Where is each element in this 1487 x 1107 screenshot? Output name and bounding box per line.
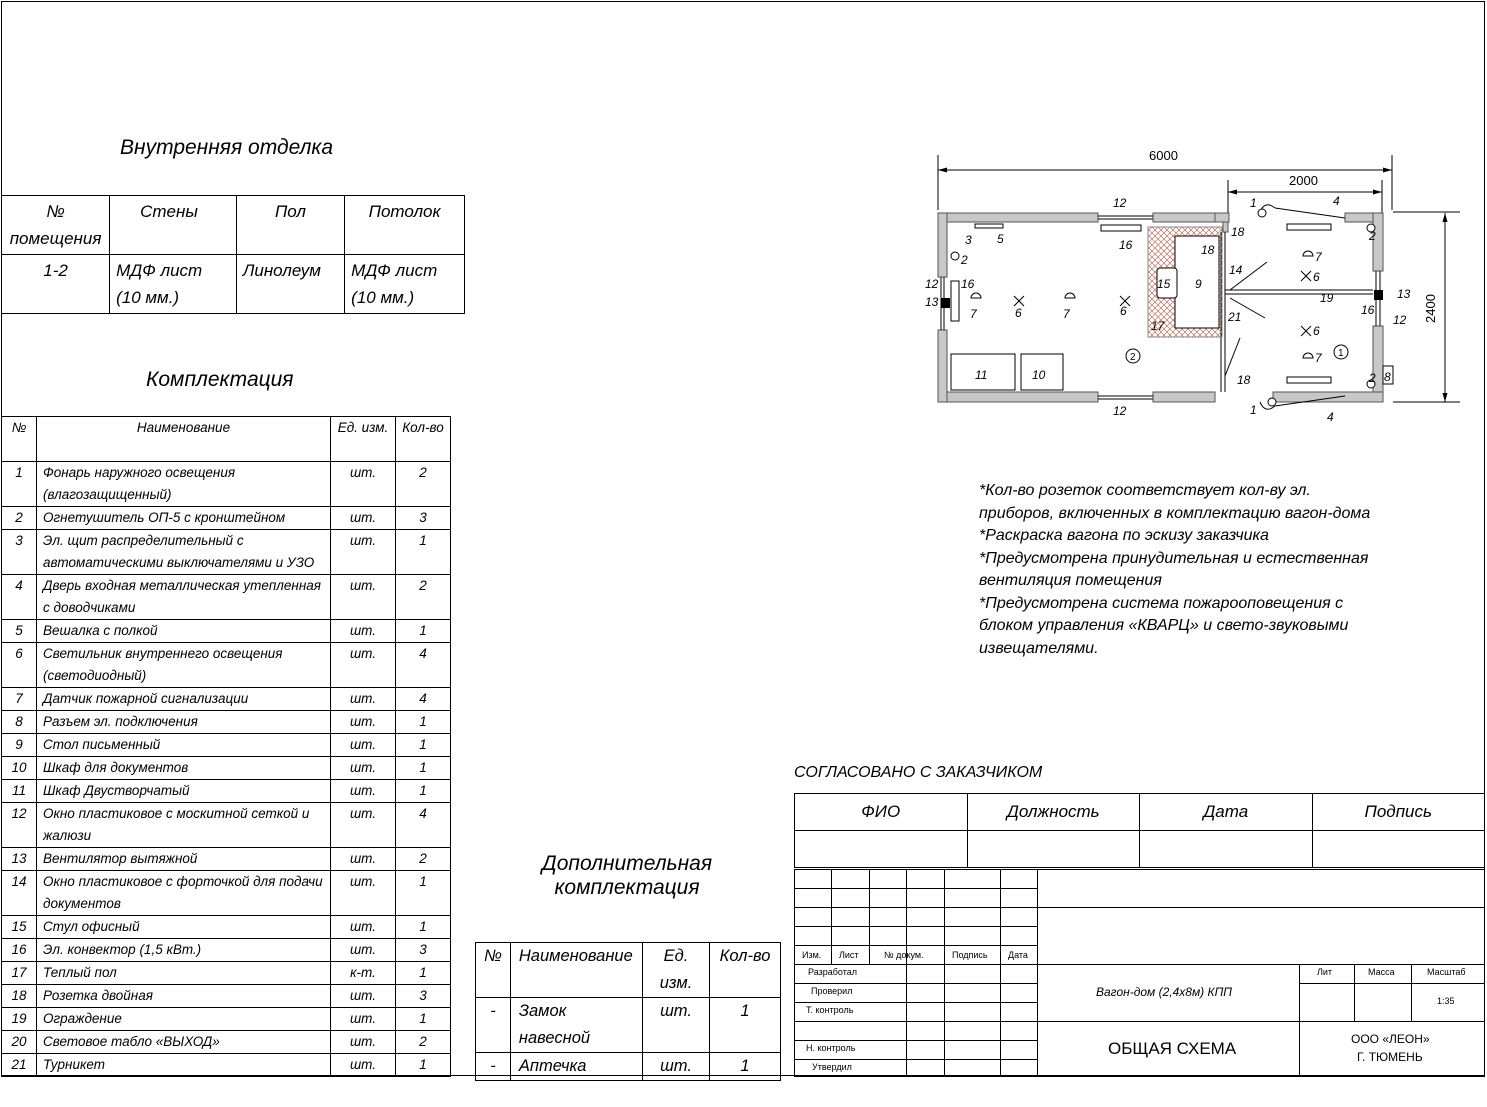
- stamp-role: Т. контроль: [806, 1005, 854, 1015]
- equipment-cell-n: 14: [2, 871, 37, 916]
- svg-text:2: 2: [1369, 371, 1376, 385]
- approval-header: Дата: [1140, 794, 1313, 831]
- equipment-cell-name: Эл. конвектор (1,5 кВт.): [37, 939, 331, 962]
- equipment-cell-qty: 1: [396, 1008, 451, 1031]
- svg-text:13: 13: [1397, 287, 1411, 301]
- equipment-row: [2, 962, 451, 985]
- equipment-row: [2, 530, 451, 575]
- svg-text:17: 17: [1151, 319, 1165, 333]
- stamp-role: Утвердил: [812, 1062, 852, 1072]
- extra-title: [537, 852, 717, 900]
- svg-text:12: 12: [925, 277, 939, 291]
- equipment-row: [2, 643, 451, 688]
- approval-cell: [795, 831, 968, 868]
- svg-text:12: 12: [1113, 404, 1127, 418]
- extra-header: Ед. изм.: [643, 943, 710, 998]
- svg-text:15: 15: [1157, 277, 1171, 291]
- equipment-cell-unit: шт.: [331, 575, 396, 620]
- equipment-cell-qty: 1: [396, 916, 451, 939]
- lit-label: Лит: [1317, 967, 1333, 977]
- approval-header: ФИО: [795, 794, 968, 831]
- stamp-col-label: Лист: [839, 950, 859, 960]
- equipment-cell-qty: 1: [396, 757, 451, 780]
- stamp-col-label: Подпись: [952, 950, 988, 960]
- svg-text:5: 5: [997, 232, 1004, 246]
- equipment-cell-name: Стул офисный: [37, 916, 331, 939]
- equipment-cell-unit: шт.: [331, 871, 396, 916]
- dim-total-label: 6000: [1149, 148, 1178, 163]
- equipment-cell-name: Окно пластиковое с москитной сеткой и жалюзи: [37, 803, 331, 848]
- equipment-cell-name: Шкаф для документов: [37, 757, 331, 780]
- notes-block: [979, 480, 1370, 660]
- dim-part-label: 2000: [1289, 173, 1318, 188]
- equipment-cell-qty: 1: [396, 530, 451, 575]
- room-marker-label: 1: [1338, 348, 1344, 359]
- company-name: ООО «ЛЕОН»: [1351, 1032, 1430, 1046]
- equipment-cell-unit: шт.: [331, 916, 396, 939]
- equipment-row: [2, 803, 451, 848]
- note-line: извещателями.: [979, 639, 1099, 657]
- svg-text:16: 16: [961, 277, 975, 291]
- equipment-header: Кол-во: [396, 417, 451, 462]
- equipment-cell-n: 19: [2, 1008, 37, 1031]
- company-city: Г. ТЮМЕНЬ: [1357, 1050, 1423, 1064]
- equipment-cell-name: Ограждение: [37, 1008, 331, 1031]
- extra-header: Наименование: [510, 943, 642, 998]
- svg-text:12: 12: [1393, 313, 1407, 327]
- equipment-cell-unit: шт.: [331, 688, 396, 711]
- stamp-role: Проверил: [811, 986, 853, 996]
- extinguisher-icon: [951, 252, 959, 260]
- svg-text:10: 10: [1032, 368, 1046, 382]
- svg-text:7: 7: [1315, 250, 1322, 264]
- equipment-row: [2, 1008, 451, 1031]
- svg-text:13: 13: [925, 295, 939, 309]
- equipment-cell-name: Вешалка с полкой: [37, 620, 331, 643]
- outdoor-light-icon: [1258, 209, 1266, 217]
- mass-label: Масса: [1368, 967, 1395, 977]
- equipment-row: [2, 575, 451, 620]
- equipment-cell-qty: 2: [396, 575, 451, 620]
- svg-text:4: 4: [1333, 194, 1340, 208]
- extra-cell: Замок навесной: [510, 998, 642, 1053]
- equipment-row: [2, 780, 451, 803]
- extra-title-line1: Дополнительная: [541, 852, 713, 875]
- scale-label: Масштаб: [1427, 967, 1466, 977]
- outdoor-light-icon: [1268, 398, 1276, 406]
- finish-header: № помещения: [2, 196, 110, 255]
- svg-text:4: 4: [1327, 410, 1334, 424]
- svg-text:6: 6: [1015, 306, 1022, 320]
- equipment-cell-name: Розетка двойная: [37, 985, 331, 1008]
- approval-title: СОГЛАСОВАНО С ЗАКАЗЧИКОМ: [794, 764, 1043, 781]
- equipment-header: Ед. изм.: [331, 417, 396, 462]
- equipment-cell-qty: 3: [396, 985, 451, 1008]
- stamp-col-label: № докум.: [884, 950, 924, 960]
- equipment-cell-qty: 1: [396, 780, 451, 803]
- extra-title-line2: комплектация: [554, 876, 700, 899]
- extra-cell: Аптечка: [510, 1053, 642, 1081]
- note-line: вентиляция помещения: [979, 572, 1162, 589]
- document-title: ОБЩАЯ СХЕМА: [1108, 1039, 1237, 1058]
- svg-text:6: 6: [1313, 324, 1320, 338]
- finish-cell: Линолеум: [236, 255, 344, 314]
- equipment-cell-unit: шт.: [331, 803, 396, 848]
- finish-cell: МДФ лист (10 мм.): [345, 255, 465, 314]
- svg-text:2: 2: [961, 253, 968, 267]
- equipment-cell-name: Светильник внутреннего освещения (светодиодный): [37, 643, 331, 688]
- equipment-row: [2, 871, 451, 916]
- equipment-cell-qty: 3: [396, 939, 451, 962]
- fan-icon: [941, 298, 950, 308]
- equipment-header: №: [2, 417, 37, 462]
- extra-cell: шт.: [643, 1053, 710, 1081]
- equipment-cell-qty: 4: [396, 688, 451, 711]
- equipment-cell-unit: шт.: [331, 530, 396, 575]
- equipment-row: [2, 848, 451, 871]
- svg-text:21: 21: [1228, 310, 1242, 324]
- equipment-cell-qty: 1: [396, 620, 451, 643]
- approval-header: Должность: [967, 794, 1140, 831]
- svg-text:19: 19: [1320, 291, 1334, 305]
- room-marker-label: 2: [1130, 352, 1136, 363]
- equipment-row: [2, 1054, 451, 1077]
- extra-table: [475, 942, 781, 1081]
- stamp-role: Разработал: [808, 967, 857, 977]
- stamp-col-label: Дата: [1008, 950, 1028, 960]
- equipment-cell-unit: шт.: [331, 939, 396, 962]
- equipment-cell-n: 21: [2, 1054, 37, 1077]
- equipment-cell-unit: шт.: [331, 1008, 396, 1031]
- scale-value: 1:35: [1437, 996, 1455, 1006]
- equipment-row: [2, 985, 451, 1008]
- svg-text:11: 11: [975, 368, 988, 382]
- extra-header: Кол-во: [710, 943, 781, 998]
- equipment-cell-qty: 1: [396, 871, 451, 916]
- equipment-row: [2, 916, 451, 939]
- equipment-cell-name: Разъем эл. подключения: [37, 711, 331, 734]
- equipment-cell-qty: 2: [396, 462, 451, 507]
- svg-text:7: 7: [970, 307, 977, 321]
- svg-text:6: 6: [1313, 270, 1320, 284]
- equipment-cell-n: 9: [2, 734, 37, 757]
- equipment-cell-n: 20: [2, 1031, 37, 1054]
- equipment-cell-name: Фонарь наружного освещения (влагозащищенный): [37, 462, 331, 507]
- equipment-cell-unit: шт.: [331, 643, 396, 688]
- svg-text:1: 1: [1250, 196, 1257, 210]
- equipment-cell-n: 11: [2, 780, 37, 803]
- approval-cell: [967, 831, 1140, 868]
- partition: [1221, 232, 1373, 392]
- extra-cell: -: [476, 998, 511, 1053]
- equipment-row: [2, 688, 451, 711]
- equipment-cell-n: 10: [2, 757, 37, 780]
- svg-text:14: 14: [1229, 263, 1243, 277]
- svg-text:3: 3: [965, 233, 972, 247]
- equipment-cell-name: Дверь входная металлическая утепленная с доводчиками: [37, 575, 331, 620]
- equipment-cell-n: 6: [2, 643, 37, 688]
- equipment-cell-unit: шт.: [331, 620, 396, 643]
- equipment-cell-name: Стол письменный: [37, 734, 331, 757]
- equipment-row: [2, 711, 451, 734]
- equipment-cell-name: Окно пластиковое с форточкой для подачи документов: [37, 871, 331, 916]
- equipment-cell-unit: шт.: [331, 757, 396, 780]
- note-line: *Кол-во розеток соответствует кол-ву эл.: [979, 482, 1311, 499]
- equipment-cell-qty: 3: [396, 507, 451, 530]
- svg-text:12: 12: [1113, 196, 1127, 210]
- equipment-row: [2, 734, 451, 757]
- note-line: *Предусмотрена система пожарооповещения с: [979, 594, 1344, 612]
- extra-cell: 1: [710, 998, 781, 1053]
- svg-text:18: 18: [1231, 225, 1245, 239]
- equipment-cell-qty: 1: [396, 734, 451, 757]
- finish-header: Потолок: [345, 196, 465, 255]
- equipment-row: [2, 462, 451, 507]
- svg-text:9: 9: [1195, 277, 1202, 291]
- equipment-row: [2, 620, 451, 643]
- finish-table: [1, 195, 465, 314]
- equipment-cell-n: 15: [2, 916, 37, 939]
- equipment-cell-n: 17: [2, 962, 37, 985]
- svg-text:2: 2: [1369, 229, 1376, 243]
- equipment-cell-qty: 1: [396, 711, 451, 734]
- equipment-cell-qty: 4: [396, 643, 451, 688]
- equipment-cell-unit: шт.: [331, 1031, 396, 1054]
- stamp-role: Н. контроль: [806, 1043, 856, 1053]
- equipment-cell-name: Турникет: [37, 1054, 331, 1077]
- svg-text:16: 16: [1119, 238, 1133, 252]
- finish-header: Пол: [236, 196, 344, 255]
- equipment-cell-name: Шкаф Двустворчатый: [37, 780, 331, 803]
- finish-cell: 1-2: [2, 255, 110, 314]
- equipment-row: [2, 939, 451, 962]
- equipment-cell-name: Теплый пол: [37, 962, 331, 985]
- equipment-cell-unit: к-т.: [331, 962, 396, 985]
- equipment-cell-n: 18: [2, 985, 37, 1008]
- svg-text:18: 18: [1201, 243, 1215, 257]
- equipment-cell-unit: шт.: [331, 780, 396, 803]
- svg-text:18: 18: [1237, 373, 1251, 387]
- dim-width-label: 2400: [1423, 294, 1438, 323]
- equipment-cell-name: Вентилятор вытяжной: [37, 848, 331, 871]
- note-line: приборов, включенных в комплектацию вагон-дома: [979, 504, 1371, 522]
- equipment-cell-n: 5: [2, 620, 37, 643]
- equipment-row: [2, 757, 451, 780]
- equipment-row: [2, 1031, 451, 1054]
- equipment-cell-name: Датчик пожарной сигнализации: [37, 688, 331, 711]
- note-line: *Предусмотрена принудительная и естественная: [979, 549, 1369, 567]
- svg-text:7: 7: [1063, 307, 1070, 321]
- approval-cell: [1312, 831, 1485, 868]
- svg-text:7: 7: [1315, 351, 1322, 365]
- equipment-cell-unit: шт.: [331, 734, 396, 757]
- extra-cell: 1: [710, 1053, 781, 1081]
- equipment-cell-n: 2: [2, 507, 37, 530]
- equipment-cell-unit: шт.: [331, 507, 396, 530]
- equipment-cell-qty: 1: [396, 1054, 451, 1077]
- equipment-cell-n: 16: [2, 939, 37, 962]
- equipment-cell-n: 7: [2, 688, 37, 711]
- equipment-cell-unit: шт.: [331, 985, 396, 1008]
- equipment-cell-n: 3: [2, 530, 37, 575]
- equipment-title: Комплектация: [146, 368, 294, 391]
- product-name: Вагон-дом (2,4х8м) КПП: [1096, 985, 1232, 999]
- finish-cell: МДФ лист (10 мм.): [110, 255, 237, 314]
- equipment-row: [2, 507, 451, 530]
- extra-cell: -: [476, 1053, 511, 1081]
- equipment-cell-name: Огнетушитель ОП-5 с кронштейном: [37, 507, 331, 530]
- equipment-cell-n: 4: [2, 575, 37, 620]
- equipment-cell-qty: 2: [396, 848, 451, 871]
- equipment-cell-name: Световое табло «ВЫХОД»: [37, 1031, 331, 1054]
- finish-header: Стены: [110, 196, 237, 255]
- title-block: [794, 869, 1485, 1077]
- floor-plan: [915, 140, 1475, 440]
- equipment-cell-qty: 2: [396, 1031, 451, 1054]
- equipment-cell-n: 12: [2, 803, 37, 848]
- equipment-table: [1, 416, 451, 1077]
- note-line: *Раскраска вагона по эскизу заказчика: [979, 527, 1269, 544]
- equipment-cell-n: 13: [2, 848, 37, 871]
- equipment-cell-name: Эл. щит распределительный с автоматическими выключателями и УЗО: [37, 530, 331, 575]
- stamp-col-label: Изм.: [802, 950, 822, 960]
- approval-cell: [1140, 831, 1313, 868]
- equipment-cell-n: 1: [2, 462, 37, 507]
- svg-text:8: 8: [1384, 370, 1391, 384]
- equipment-cell-unit: шт.: [331, 1054, 396, 1077]
- equipment-cell-unit: шт.: [331, 711, 396, 734]
- equipment-cell-unit: шт.: [331, 848, 396, 871]
- svg-text:1: 1: [1250, 403, 1257, 417]
- extra-header: №: [476, 943, 511, 998]
- fan-icon: [1374, 290, 1383, 300]
- equipment-header: Наименование: [37, 417, 331, 462]
- extra-cell: шт.: [643, 998, 710, 1053]
- svg-text:6: 6: [1120, 304, 1127, 318]
- equipment-cell-n: 8: [2, 711, 37, 734]
- svg-text:16: 16: [1361, 303, 1375, 317]
- equipment-cell-qty: 4: [396, 803, 451, 848]
- approval-header: Подпись: [1312, 794, 1485, 831]
- equipment-cell-qty: 1: [396, 962, 451, 985]
- approval-table: [794, 793, 1485, 868]
- equipment-cell-unit: шт.: [331, 462, 396, 507]
- note-line: блоком управления «КВАРЦ» и свето-звуковыми: [979, 617, 1349, 634]
- finish-title: Внутренняя отделка: [120, 136, 334, 159]
